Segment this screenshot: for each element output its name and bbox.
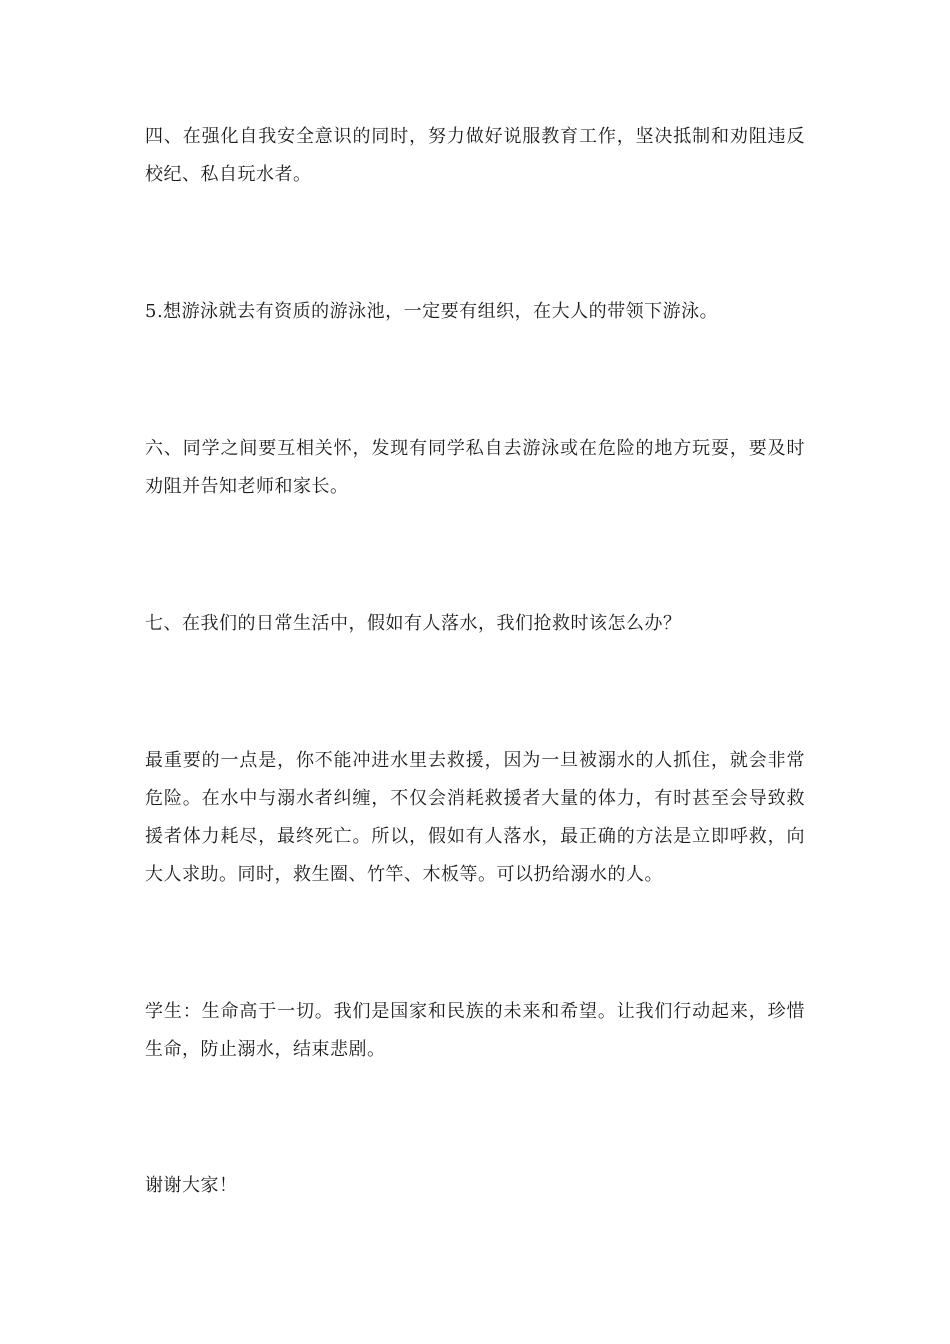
paragraph-rule-five: 5.想游泳就去有资质的游泳池，一定要有组织，在大人的带领下游泳。	[145, 301, 719, 322]
paragraph-rescue-advice: 最重要的一点是，你不能冲进水里去救援，因为一旦被溺水的人抓住，就会非常危险。在水中与溺水者纠缠，不仅会消耗救援者大量的体力，有时甚至会导致救援者体力耗尽，最终死亡。所以，假如有人落水，最正确的方法是立即呼救，向大人求助。同时，救生圈、竹竿、木板等。可以扔给溺水的人。	[145, 750, 805, 885]
paragraph-rule-six: 六、同学之间要互相关怀，发现有同学私自去游泳或在危险的地方玩耍，要及时劝阻并告知老师和家长。	[145, 438, 805, 497]
paragraph-student-statement: 学生：生命高于一切。我们是国家和民族的未来和希望。让我们行动起来，珍惜生命，防止溺水，结束悲剧。	[145, 1001, 805, 1060]
paragraph-thanks: 谢谢大家！	[145, 1175, 238, 1196]
paragraph-rule-seven: 七、在我们的日常生活中，假如有人落水，我们抢救时该怎么办？	[145, 613, 682, 634]
paragraph-rule-four: 四、在强化自我安全意识的同时，努力做好说服教育工作，坚决抵制和劝阻违反校纪、私自玩水者。	[145, 126, 805, 185]
